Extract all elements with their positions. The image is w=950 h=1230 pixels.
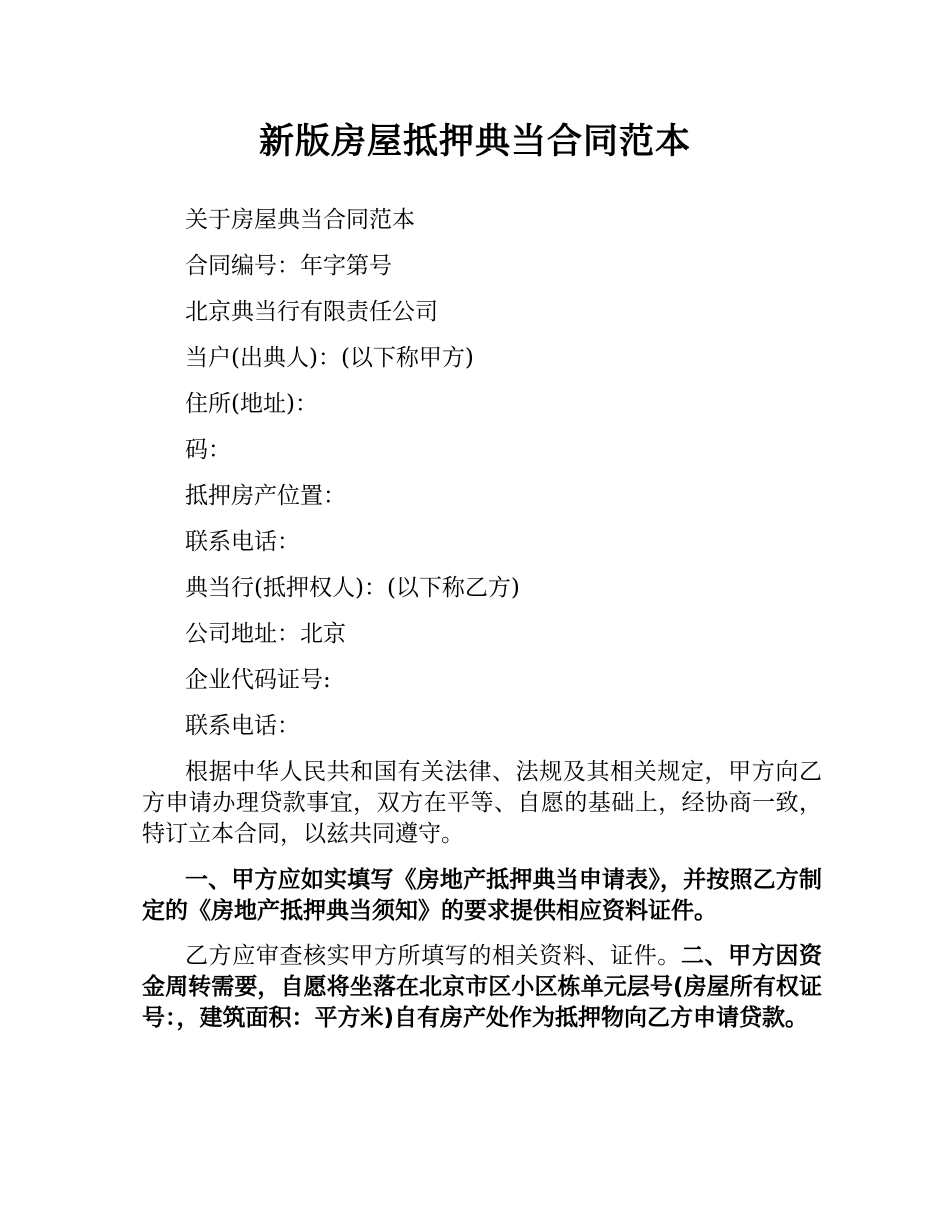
party-b-phone-line: 联系电话： xyxy=(185,713,300,739)
company-name-line: 北京典当行有限责任公司 xyxy=(185,299,438,325)
party-a-phone-line: 联系电话： xyxy=(185,529,300,555)
clause-two-paragraph xyxy=(142,941,822,1034)
clause-one-paragraph: 一、甲方应如实填写《房地产抵押典当申请表》，并按照乙方制定的《房地产抵押典当须知》的要求提供相应资料证件。 xyxy=(142,867,822,924)
document-title: 新版房屋抵押典当合同范本 xyxy=(258,122,691,162)
contract-heading-line: 关于房屋典当合同范本 xyxy=(185,207,415,233)
party-a-address-line: 住所(地址)： xyxy=(185,391,318,417)
party-b-line: 典当行(抵押权人)：(以下称乙方) xyxy=(185,575,520,601)
clause-two-text: 二、甲方因资金周转需要，自愿将坐落在北京市区小区栋单元层号(房屋所有权证号：，建筑面积：平方米)自有房产处作为抵押物向乙方申请贷款。 xyxy=(142,943,823,1031)
party-a-line: 当户(出典人)：(以下称甲方) xyxy=(185,345,474,371)
property-location-line: 抵押房产位置： xyxy=(185,483,346,509)
review-sentence: 乙方应审查核实甲方所填写的相关资料、证件。 xyxy=(185,943,681,969)
code-line: 码： xyxy=(185,437,231,463)
contract-number-line: 合同编号：年字第号 xyxy=(185,253,392,279)
preamble-paragraph: 根据中华人民共和国有关法律、法规及其相关规定，甲方向乙方申请办理贷款事宜，双方在平等、自愿的基础上，经协商一致，特订立本合同，以兹共同遵守。 xyxy=(142,759,822,847)
party-b-address-line: 公司地址：北京 xyxy=(185,621,346,647)
enterprise-code-line: 企业代码证号: xyxy=(185,667,331,693)
